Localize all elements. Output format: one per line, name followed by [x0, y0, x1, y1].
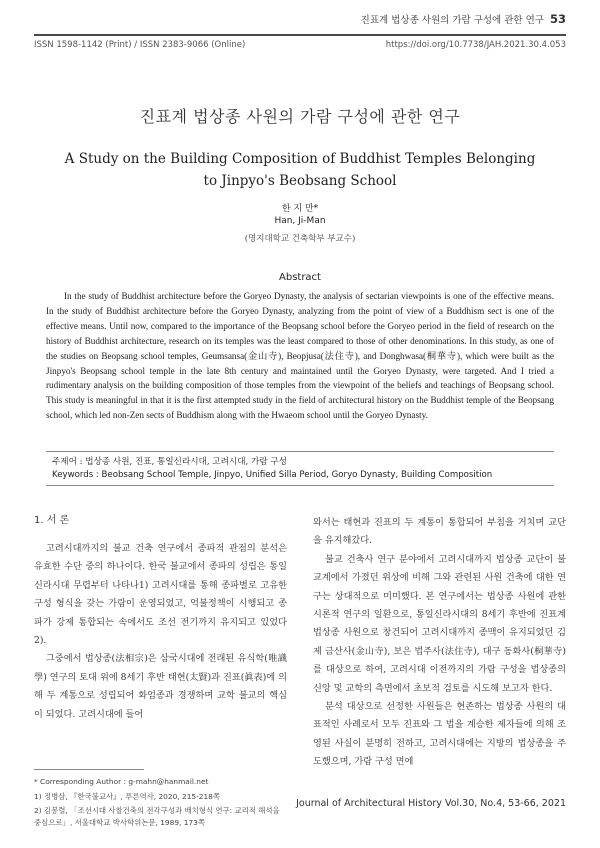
section-heading: 1. 서 론: [34, 515, 70, 526]
running-title-text: 진표계 법상종 사원의 가람 구성에 관한 연구: [360, 15, 544, 26]
doi-link[interactable]: https://doi.org/10.7738/JAH.2021.30.4.053: [385, 40, 566, 50]
keywords-english: Keywords : Beobsang School Temple, Jinpyo, Unified Silla Period, Goryo Dynasty, Building Composition: [52, 470, 493, 480]
abstract-text: In the study of Buddhist architecture before the Goryeo Dynasty, the analysis of sectarian viewpoints is one of the effective means. In the study of Buddhist architecture before the Goryeo Dynasty, analyzing from the point of view of a Buddhism sect is one of the effective means. Until now, compared to the importance of the Beopsang school before the Goryeo period in the field of research on the history of Buddhist architecture, research on its temples was the least compared to those of other denominations. In this study, as one of the studies on Beopsang school temples, Geumsansa(金山寺), Beopjusa(法住寺), and Donghwasa(桐華寺), which were built as the Jinpyo's Beopsang school temple in the late 8th century and maintained until the Goryeo Dynasty, were targeted. And I tried a rudimentary analysis on the building composition of those temples from the viewpoint of the beliefs and teachings of Beopsang school. This study is meaningful in that it is the first attempted study in the field of architectural history on the Buddhist temple of the Beopsang school, which led non-Zen sects of Buddhism along with the Hwaeom school until the Goryeo Dynasty.: [46, 291, 554, 421]
header-rule: [34, 34, 566, 36]
corresponding-author-note: * Corresponding Author : g-mahn@hanmail.net: [34, 777, 209, 786]
body-paragraph: 그중에서 법상종(法相宗)은 삼국시대에 전래된 유식학(唯識學) 연구의 토대 위에 8세기 후반 태현(太賢)과 진표(眞表)에 의해 두 계통으로 성립되어 화엄종과 경쟁하며 교학 불교의 핵심이 되었다. 고려시대에 들어: [34, 653, 287, 720]
keywords-korean: 주제어 : 법상종 사원, 진표, 통일신라시대, 고려시대, 가람 구성: [52, 457, 287, 467]
paper-title-korean: 진표계 법상종 사원의 가람 구성에 관한 연구: [139, 107, 461, 126]
abstract-heading: Abstract: [279, 272, 321, 283]
running-title: [361, 12, 566, 26]
body-paragraph: 와서는 태현과 진표의 두 계통이 통합되어 부침을 거치며 교단을 유지해갔다.: [313, 517, 566, 547]
keywords-top-rule: [46, 451, 554, 452]
author-name-korean: 한 지 만*: [281, 204, 319, 214]
keywords-bottom-rule: [46, 485, 554, 486]
body-paragraph: 분석 대상으로 선정한 사원들은 현존하는 법상종 사원의 대표적인 사례로서 모두 진표와 그 법을 계승한 제자들에 의해 조영된 사실이 분명히 전하고, 고려시대에는 지방의 법상종을 주도했으며, 가람 구성 면에: [313, 701, 566, 768]
footnote: 2) 김봉렬, 「조선시대 사찰건축의 전각구성과 배치형식 연구: 교리적 해석을 중심으로」, 서울대학교 박사학위논문, 1989, 173쪽: [34, 806, 280, 827]
body-paragraph: 불교 건축사 연구 분야에서 고려시대까지 법상종 교단이 불교계에서 가졌던 위상에 비해 그와 관련된 사원 건축에 대한 연구는 상대적으로 미미했다. 본 연구에서는 법상종 사원에 관한 시론적 연구의 일환으로, 통일신라시대의 8세기 후반에 진표계 법상종 사원으로 창건되어 고려시대까지 종맥이 유지되었던 김제 금산사(金山寺), 보은 법주사(法住寺), 대구 동화사(桐華寺)를 대상으로 하여, 고려시대 이전까지의 가람 구성을 법상종의 신앙 및 교학의 측면에서 초보적 검토를 시도해 보고자 한다.: [313, 553, 566, 694]
issn: ISSN 1598-1142 (Print) / ISSN 2383-9066 (Online): [34, 40, 246, 50]
body-paragraph: 고려시대까지의 불교 건축 연구에서 종파적 관점의 분석은 유효한 수단 중의 하나이다. 한국 불교에서 종파의 성립은 통일신라시대 무렵부터 나타나1) 고려시대를 통해 종파별로 고유한 구성 형식을 갖는 가람이 운영되었고, 억불정책이 시행되고 종파가 강제 통합되는 속에서도 조선 전기까지 유지되고 있었다2).: [34, 543, 287, 647]
footnotes: [34, 776, 287, 831]
footnote-rule: [34, 769, 144, 770]
paper-title-english: A Study on the Building Composition of Buddhist Temples Belonging to Jinpyo's Beobsang School: [64, 151, 536, 189]
page-number: 53: [549, 12, 566, 26]
body-right-column: [313, 514, 566, 772]
author-name-english: Han, Ji-Man: [274, 216, 326, 226]
journal-footer: Journal of Architectural History Vol.30, No.4, 53-66, 2021: [296, 798, 566, 809]
body-left-column: [34, 514, 287, 724]
author-affiliation: (명지대학교 건축학부 부교수): [244, 234, 356, 244]
footnote: 1) 정병삼, 『한국불교사』, 푸른역사, 2020, 215-218쪽: [34, 791, 221, 801]
